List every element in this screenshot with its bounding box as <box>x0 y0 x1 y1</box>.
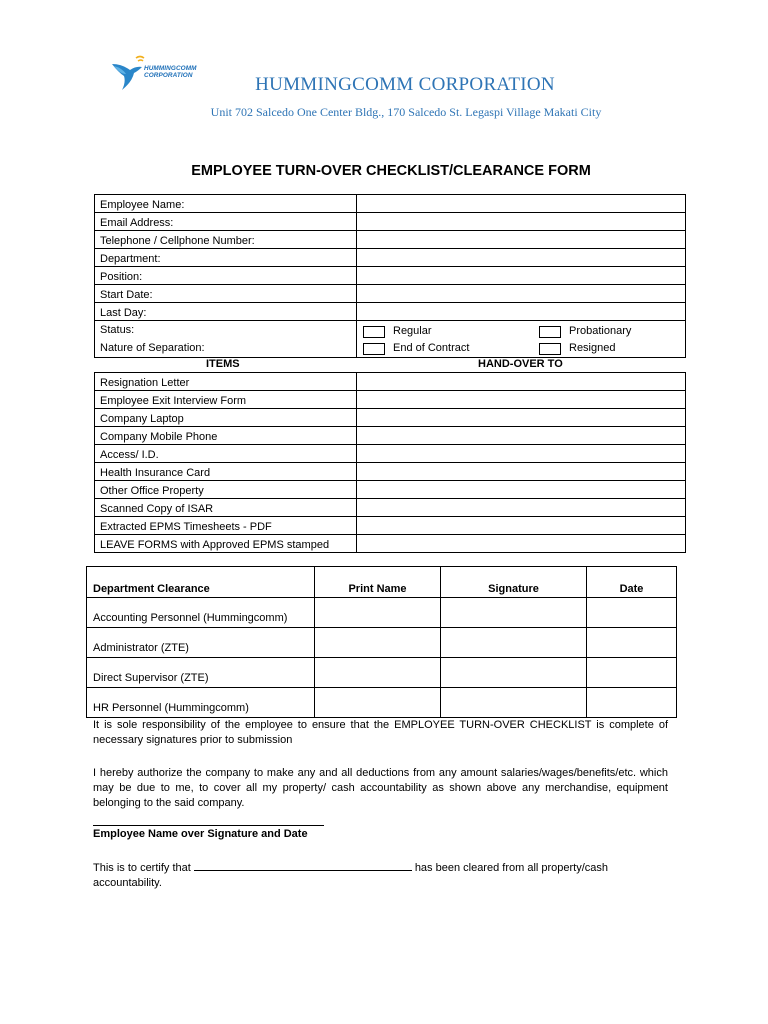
item-row <box>95 445 686 463</box>
clearance-date[interactable] <box>587 688 677 718</box>
certification-paragraph <box>93 859 663 891</box>
handover-field[interactable] <box>357 481 686 499</box>
logo-text-line2: CORPORATION <box>144 71 193 79</box>
checkbox[interactable] <box>539 343 561 355</box>
item-label: Resignation Letter <box>95 373 357 391</box>
employee-info-body <box>95 195 686 358</box>
item-label: Company Laptop <box>95 409 357 427</box>
clearance-department: Direct Supervisor (ZTE) <box>87 658 315 688</box>
info-row <box>95 195 686 213</box>
clearance-date[interactable] <box>587 628 677 658</box>
status-separation-labels <box>95 321 357 358</box>
checkbox-option[interactable] <box>539 325 631 338</box>
clearance-table <box>86 566 677 718</box>
handover-field[interactable] <box>357 445 686 463</box>
handover-field[interactable] <box>357 391 686 409</box>
info-row <box>95 303 686 321</box>
info-field-value[interactable] <box>357 195 686 213</box>
clearance-date[interactable] <box>587 598 677 628</box>
info-row <box>95 285 686 303</box>
checkbox-label: Resigned <box>569 342 616 354</box>
clearance-header-department: Department Clearance <box>87 567 315 598</box>
item-label: LEAVE FORMS with Approved EPMS stamped <box>95 535 357 553</box>
info-field-label: Department: <box>95 249 357 267</box>
certify-before-text: This is to certify that <box>93 862 191 874</box>
info-field-value[interactable] <box>357 231 686 249</box>
item-row <box>95 481 686 499</box>
handover-field[interactable] <box>357 373 686 391</box>
certify-after-text: has been cleared from all property/cash accountability. <box>93 862 609 889</box>
handover-field[interactable] <box>357 409 686 427</box>
clearance-row <box>87 598 677 628</box>
item-row <box>95 463 686 481</box>
logo-text-line1: HUMMINGCOMM <box>144 65 197 72</box>
item-row <box>95 535 686 553</box>
clearance-print-name[interactable] <box>315 658 441 688</box>
info-field-label: Position: <box>95 267 357 285</box>
info-row <box>95 249 686 267</box>
clearance-signature[interactable] <box>441 688 587 718</box>
item-label: Other Office Property <box>95 481 357 499</box>
clearance-header-date: Date <box>587 567 677 598</box>
form-title: EMPLOYEE TURN-OVER CHECKLIST/CLEARANCE FORM <box>191 163 591 179</box>
handover-field[interactable] <box>357 517 686 535</box>
info-field-value[interactable] <box>357 249 686 267</box>
checkbox-label: Probationary <box>569 325 632 337</box>
signature-line[interactable] <box>93 825 324 826</box>
item-label: Health Insurance Card <box>95 463 357 481</box>
info-field-value[interactable] <box>357 267 686 285</box>
info-row <box>95 267 686 285</box>
status-row <box>95 321 686 358</box>
separation-label: Nature of Separation: <box>100 342 205 354</box>
info-field-label: Start Date: <box>95 285 357 303</box>
clearance-header-row <box>87 567 677 598</box>
clearance-header-print-name: Print Name <box>315 567 441 598</box>
handover-field[interactable] <box>357 427 686 445</box>
items-header <box>94 358 686 372</box>
checkbox-option[interactable] <box>539 342 615 355</box>
item-row <box>95 391 686 409</box>
clearance-row <box>87 688 677 718</box>
employee-info-table <box>94 194 686 358</box>
clearance-print-name[interactable] <box>315 598 441 628</box>
handover-field[interactable] <box>357 535 686 553</box>
clearance-header-signature: Signature <box>441 567 587 598</box>
signature-label: Employee Name over Signature and Date <box>93 828 308 840</box>
handover-field[interactable] <box>357 463 686 481</box>
info-field-label: Employee Name: <box>95 195 357 213</box>
status-label: Status: <box>100 324 135 336</box>
clearance-print-name[interactable] <box>315 688 441 718</box>
clearance-signature[interactable] <box>441 658 587 688</box>
responsibility-paragraph: It is sole responsibility of the employee to ensure that the EMPLOYEE TURN-OVER CHECKLIST is complete of necessary signatures prior to submission <box>93 719 668 746</box>
items-column-header: ITEMS <box>206 358 240 370</box>
clearance-department: HR Personnel (Hummingcomm) <box>87 688 315 718</box>
clearance-row <box>87 628 677 658</box>
clearance-signature[interactable] <box>441 628 587 658</box>
authorization-paragraph: I hereby authorize the company to make any and all deductions from any amount salaries/wages/benefits/etc. which may be due to me, to cover all my property/ cash accountability as shown above any merchandise, equipment belonging to the said company. <box>93 767 668 809</box>
info-row <box>95 231 686 249</box>
item-row <box>95 499 686 517</box>
item-label: Scanned Copy of ISAR <box>95 499 357 517</box>
info-field-value[interactable] <box>357 213 686 231</box>
info-field-label: Last Day: <box>95 303 357 321</box>
company-address: Unit 702 Salcedo One Center Bldg., 170 Salcedo St. Legaspi Village Makati City <box>210 105 602 119</box>
clearance-signature[interactable] <box>441 598 587 628</box>
clearance-department: Accounting Personnel (Hummingcomm) <box>87 598 315 628</box>
item-row <box>95 373 686 391</box>
info-field-value[interactable] <box>357 285 686 303</box>
item-row <box>95 517 686 535</box>
checkbox[interactable] <box>363 326 385 338</box>
item-label: Extracted EPMS Timesheets - PDF <box>95 517 357 535</box>
checkbox[interactable] <box>363 343 385 355</box>
company-name: HUMMINGCOMM CORPORATION <box>255 74 555 95</box>
clearance-date[interactable] <box>587 658 677 688</box>
info-row <box>95 213 686 231</box>
clearance-department: Administrator (ZTE) <box>87 628 315 658</box>
clearance-print-name[interactable] <box>315 628 441 658</box>
handover-field[interactable] <box>357 499 686 517</box>
item-label: Company Mobile Phone <box>95 427 357 445</box>
checkbox-option[interactable] <box>363 325 432 338</box>
items-table <box>94 372 686 553</box>
info-field-label: Telephone / Cellphone Number: <box>95 231 357 249</box>
clearance-row <box>87 658 677 688</box>
item-label: Employee Exit Interview Form <box>95 391 357 409</box>
info-field-value[interactable] <box>357 303 686 321</box>
info-field-label: Email Address: <box>95 213 357 231</box>
item-row <box>95 427 686 445</box>
checkbox-option[interactable] <box>363 342 469 355</box>
status-options <box>357 321 686 358</box>
clearance-body <box>87 598 677 718</box>
handover-column-header: HAND-OVER TO <box>478 358 563 370</box>
checkbox-label: End of Contract <box>393 342 470 354</box>
checkbox-label: Regular <box>393 325 432 337</box>
checkbox[interactable] <box>539 326 561 338</box>
certify-name-blank[interactable] <box>194 859 412 871</box>
item-row <box>95 409 686 427</box>
items-body <box>95 373 686 553</box>
item-label: Access/ I.D. <box>95 445 357 463</box>
